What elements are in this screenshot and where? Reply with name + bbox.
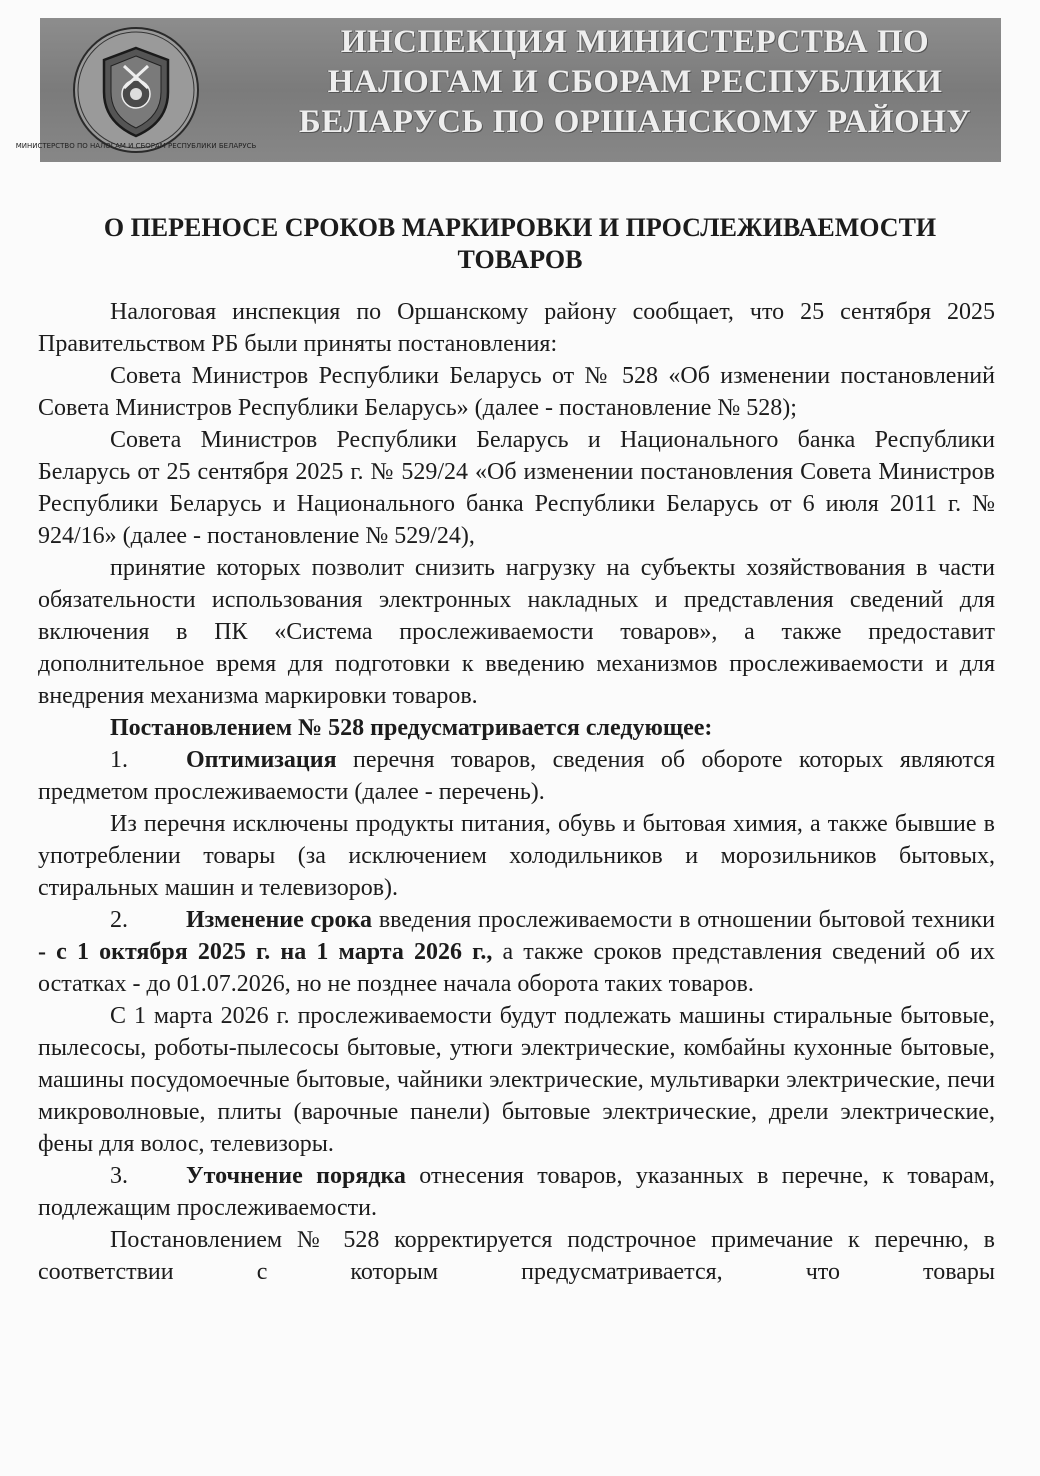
paragraph-heading-528: Постановлением № 528 предусматривается следующее: [110, 715, 713, 741]
header-title [270, 22, 1000, 142]
document-title-line: О ПЕРЕНОСЕ СРОКОВ МАРКИРОВКИ И ПРОСЛЕЖИВАЕМОСТИ [103, 213, 937, 242]
header-title-line: ИНСПЕКЦИЯ МИНИСТЕРСТВА ПО [340, 24, 930, 60]
list-item-bold: Уточнение порядка [186, 1163, 406, 1189]
list-item-bold: Оптимизация [186, 747, 337, 773]
paragraph-excluded-goods: Из перечня исключены продукты питания, обувь и бытовая химия, а также бывшие в употреблении товары (за исключением холодильников и морозильников бытовых, стиральных машин и телевизоров). [38, 811, 995, 901]
list-item-text: перечня товаров, сведения об обороте которых являются предметом прослеживаемости (далее - перечень). [38, 747, 995, 805]
tax-ministry-emblem-icon [15, 26, 257, 154]
list-item-text: отнесения товаров, указанных в перечне, к товарам, подлежащим прослеживаемости. [38, 1163, 995, 1221]
header-title-line: БЕЛАРУСЬ ПО ОРШАНСКОМУ РАЙОНУ [298, 104, 972, 140]
paragraph-purpose: принятие которых позволит снизить нагрузку на субъекты хозяйствования в части обязательности использования электронных накладных и представления сведений для включения в ПК «Система прослеживаемости товаров», а также предоставит дополнительное время для подготовки к введению механизмов прослеживаемости и для внедрения механизма маркировки товаров. [38, 555, 995, 709]
list-item-3 [38, 1160, 995, 1224]
list-item-bold: Изменение срока [186, 907, 373, 933]
list-item-number: 3. [110, 1163, 128, 1189]
list-item-text: а также сроков представления сведений об их остатках - до 01.07.2026, но не позднее начала оборота таких товаров. [38, 939, 995, 997]
paragraph-footnote: Постановлением № 528 корректируется подстрочное примечание к перечню, в соответствии с которым предусматривается, что товары [38, 1227, 995, 1285]
paragraph-intro: Налоговая инспекция по Оршанскому району сообщает, что 25 сентября 2025 Правительством РБ были приняты постановления: [38, 299, 995, 357]
emblem-text: МИНИСТЕРСТВО ПО НАЛОГАМ И СБОРАМ РЕСПУБЛИКИ БЕЛАРУСЬ [15, 142, 257, 150]
paragraph-resolution-528: Совета Министров Республики Беларусь от № 528 «Об изменении постановлений Совета Министров Республики Беларусь» (далее - постановление № 528); [38, 363, 995, 421]
list-item-date-change: - с 1 октября 2025 г. на 1 марта 2026 г., [38, 939, 493, 965]
header-banner [15, 18, 1001, 162]
paragraph-resolution-529: Совета Министров Республики Беларусь и Национального банка Республики Беларусь от 25 сентября 2025 г. № 529/24 «Об изменении постановления Совета Министров Республики Беларусь и Национального банка Республики Беларусь от 6 июля 2011 г. № 924/16» (далее - постановление № 529/24), [38, 427, 995, 549]
list-item-number: 2. [110, 907, 128, 933]
list-item-1 [38, 744, 995, 808]
document-title-line: ТОВАРОВ [457, 245, 583, 274]
list-item-number: 1. [110, 747, 128, 773]
document-title [40, 212, 1000, 276]
paragraph-appliances: С 1 марта 2026 г. прослеживаемости будут подлежать машины стиральные бытовые, пылесосы, роботы-пылесосы бытовые, утюги электрические, комбайны кухонные бытовые, машины посудомоечные бытовые, чайники электрические, мультиварки электрические, печи микроволновые, плиты (варочные панели) бытовые электрические, дрели электрические, фены для волос, телевизоры. [38, 1003, 995, 1157]
list-item-text: введения прослеживаемости в отношении бытовой техники [372, 907, 996, 933]
header-title-line: НАЛОГАМ И СБОРАМ РЕСПУБЛИКИ [327, 64, 943, 100]
list-item-2 [38, 904, 995, 1000]
document-body [38, 296, 995, 1288]
